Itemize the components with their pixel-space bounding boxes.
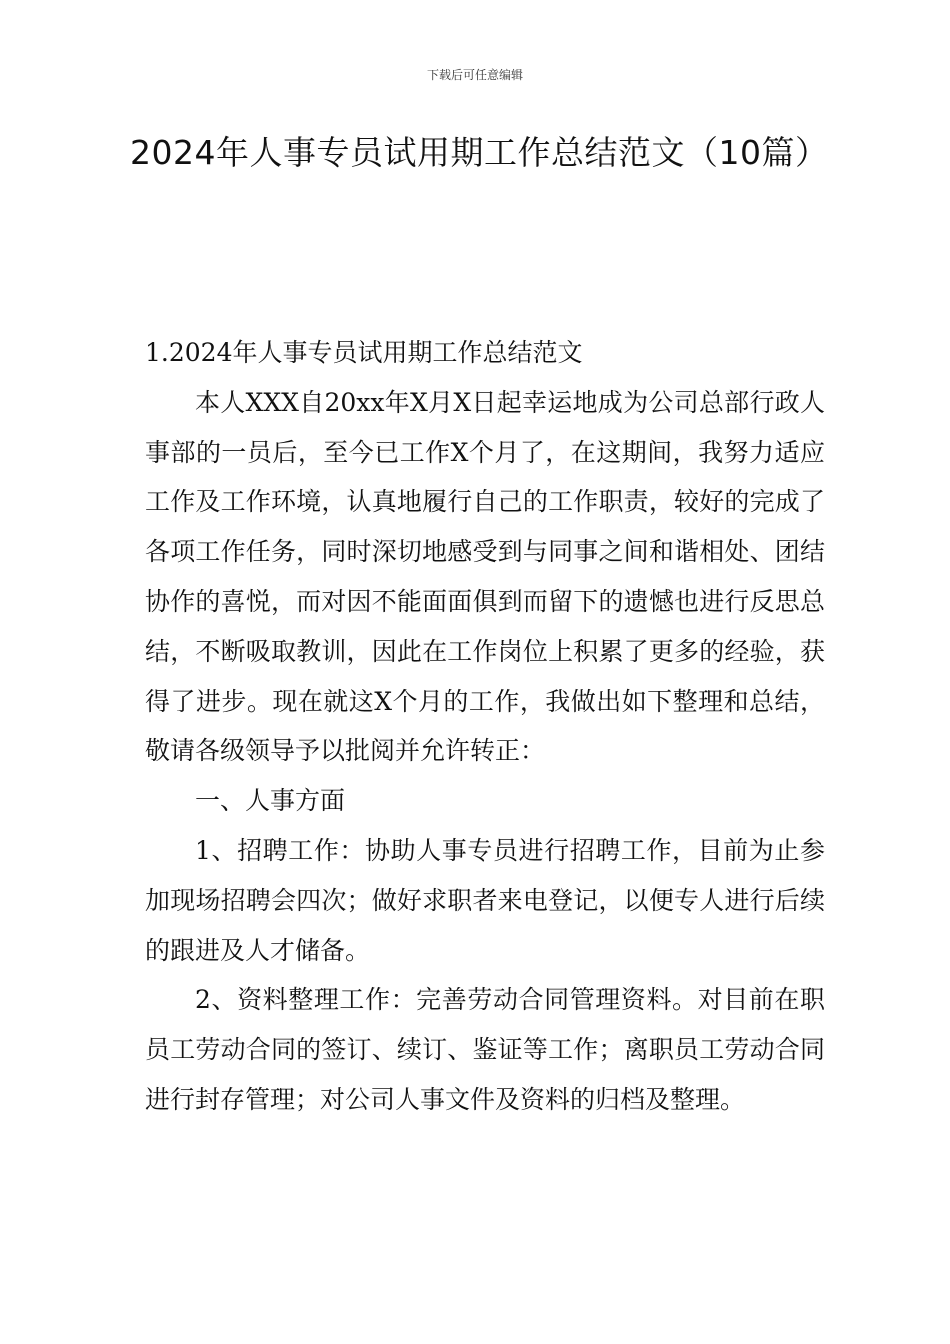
item-paragraph-recruitment: 1、招聘工作：协助人事专员进行招聘工作，目前为止参加现场招聘会四次；做好求职者来电登记，以便专人进行后续的跟进及人才储备。 bbox=[145, 835, 825, 965]
item-paragraph-records: 2、资料整理工作：完善劳动合同管理资料。对目前在职员工劳动合同的签订、续订、鉴证等工作；离职员工劳动合同进行封存管理；对公司人事文件及资料的归档及整理。 bbox=[145, 985, 825, 1114]
section-heading: 1.2024年人事专员试用期工作总结范文 bbox=[145, 338, 583, 367]
document-body bbox=[145, 328, 825, 1125]
header-note: 下载后可任意编辑 bbox=[426, 68, 523, 82]
document-title: 2024年人事专员试用期工作总结范文（10篇） bbox=[130, 133, 829, 172]
subsection-heading: 一、人事方面 bbox=[195, 786, 346, 816]
intro-paragraph: 本人XXX自20xx年X月X日起幸运地成为公司总部行政人事部的一员后，至今已工作X个月了，在这期间，我努力适应工作及工作环境，认真地履行自己的工作职责，较好的完成了各项工作任务，同时深切地感受到与同事之间和谐相处、团结协作的喜悦，而对因不能面面俱到而留下的遗憾也进行反思总结，不断吸取教训，因此在工作岗位上积累了更多的经验，获得了进步。现在就这X个月的工作，我做出如下整理和总结，敬请各级领导予以批阅并允许转正： bbox=[145, 387, 825, 766]
